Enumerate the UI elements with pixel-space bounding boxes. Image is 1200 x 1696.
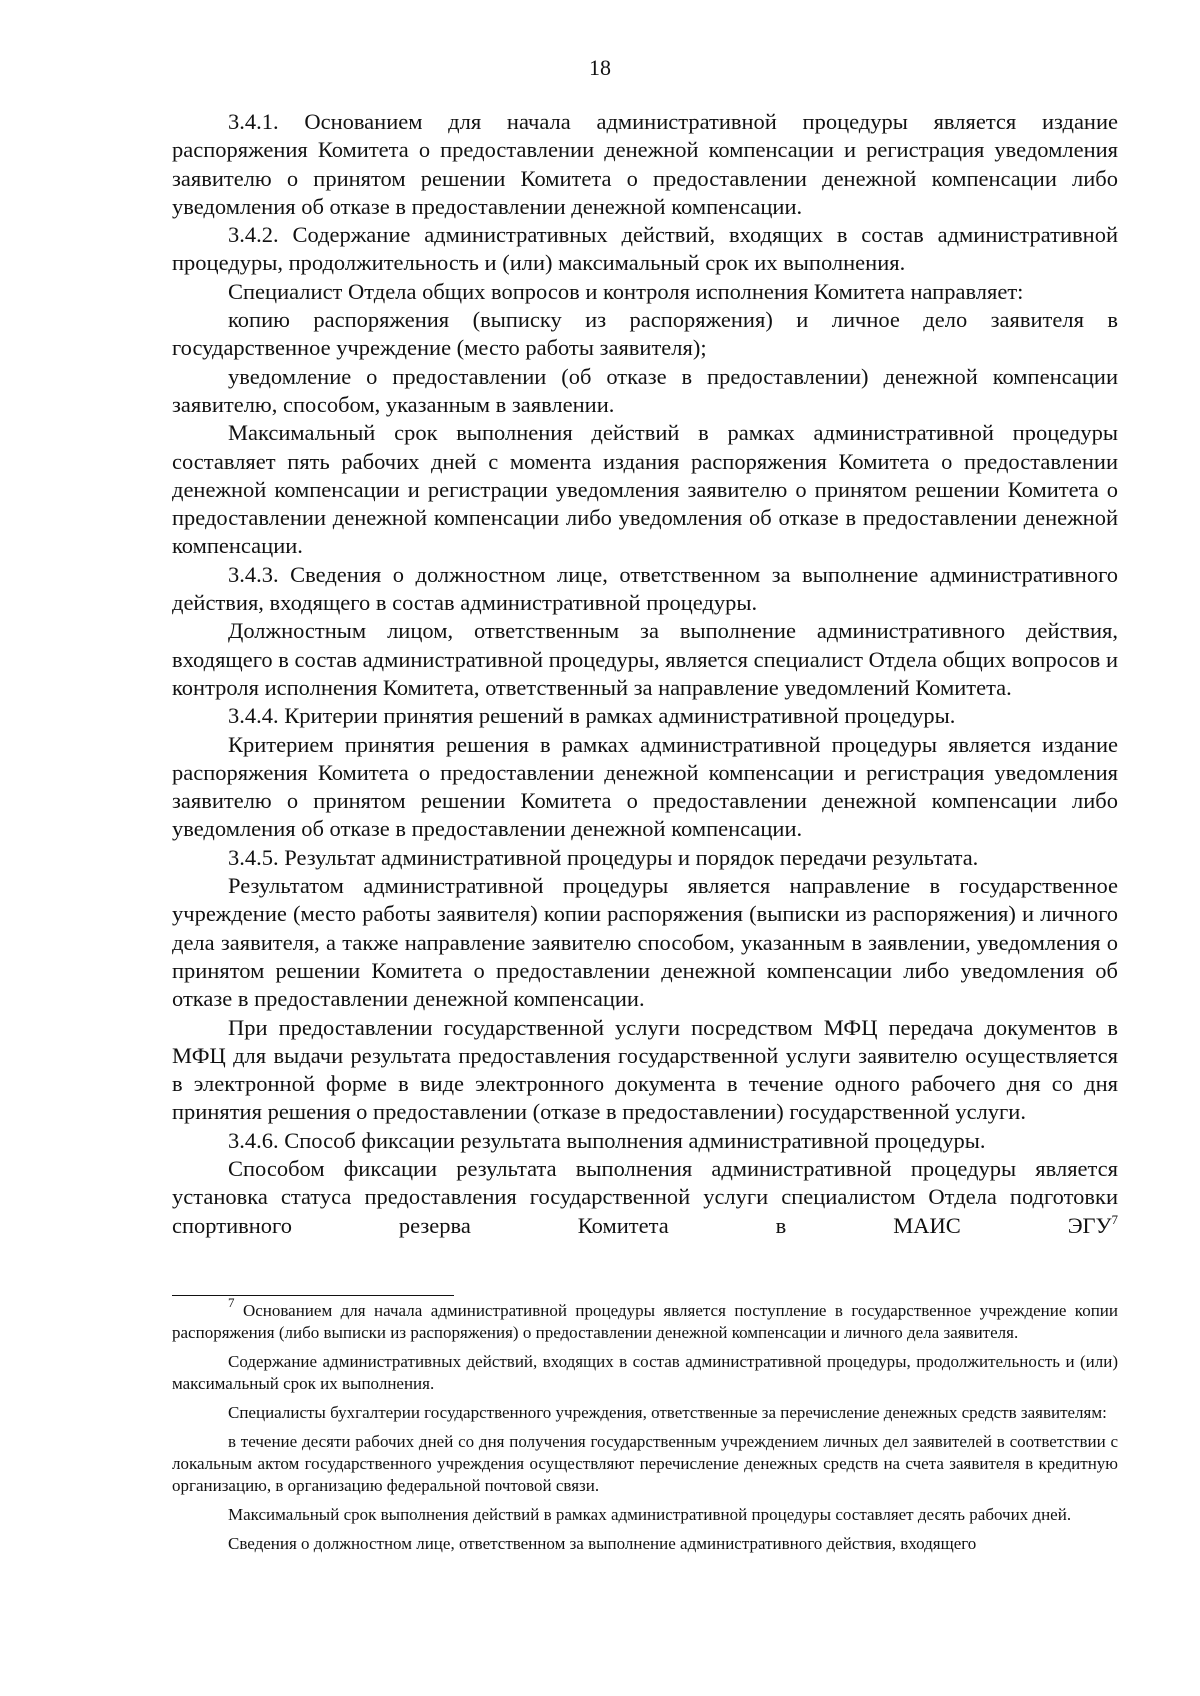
footnote-paragraph: Сведения о должностном лице, ответственном за выполнение административного действия, входящего	[228, 1534, 977, 1553]
paragraph-responsible-official: Должностным лицом, ответственным за выполнение административного действия, входящего в состав административной процедуры, является специалист Отдела общих вопросов и контроля исполнения Комитета, ответственный за направление уведомлений Комитета.	[172, 618, 1118, 700]
paragraph-notification: уведомление о предоставлении (об отказе в предоставлении) денежной компенсации заявителю, способом, указанным в заявлении.	[172, 363, 1118, 417]
paragraph-decision-criterion: Критерием принятия решения в рамках административной процедуры является издание распоряжения Комитета о предоставлении денежной компенсации и регистрация уведомления заявителю о принятом решении Комитета о предоставлении денежной компенсации либо уведомления об отказе в предоставлении денежной компенсации.	[172, 731, 1118, 842]
footnote-marker: 7	[228, 1295, 235, 1310]
footnote-separator	[172, 1295, 454, 1296]
footnote-paragraph: в течение десяти рабочих дней со дня получения государственным учреждением личных дел заявителей в соответствии с локальным актом государственного учреждения осуществляют перечисление денежных средств на счета заявителя в кредитную организацию, в организацию федеральной почтовой связи.	[172, 1432, 1118, 1495]
paragraph-3-4-3: 3.4.3. Сведения о должностном лице, ответственном за выполнение административного действия, входящего в состав административной процедуры.	[172, 561, 1118, 616]
footnote-paragraph: Максимальный срок выполнения действий в рамках административной процедуры составляет десять рабочих дней.	[228, 1505, 1072, 1524]
paragraph-3-4-2: 3.4.2. Содержание административных действий, входящих в состав административной процедуры, продолжительность и (или) максимальный срок их выполнения.	[172, 222, 1118, 276]
paragraph-3-4-5: 3.4.5. Результат административной процедуры и порядок передачи результата.	[228, 844, 979, 870]
paragraph-fixation-method	[172, 1155, 1118, 1240]
paragraph-3-4-6: 3.4.6. Способ фиксации результата выполнения административной процедуры.	[228, 1127, 986, 1153]
body-text	[172, 108, 1118, 1240]
page-number: 18	[589, 55, 611, 80]
fixation-method-text: Способом фиксации результата выполнения административной процедуры является установка статуса предоставления государственной услуги специалистом Отдела подготовки спортивного резерва Комитета в МАИС ЭГУ	[172, 1155, 1118, 1238]
footnote-7	[172, 1295, 1118, 1344]
paragraph-mfc-transfer: При предоставлении государственной услуги посредством МФЦ передача документов в МФЦ для выдачи результата предоставления государственной услуги заявителю осуществляется в электронной форме в виде электронного документа в течение одного рабочего дня со дня принятия решения о предоставлении (отказе в предоставлении) государственной услуги.	[172, 1014, 1118, 1125]
paragraph-copy-order: копию распоряжения (выписку из распоряжения) и личное дело заявителя в государственное учреждение (место работы заявителя);	[172, 307, 1118, 361]
footnote-paragraph: Содержание административных действий, входящих в состав административной процедуры, продолжительность и (или) максимальный срок их выполнения.	[172, 1352, 1118, 1393]
footnote-reference[interactable]: 7	[1111, 1211, 1118, 1227]
paragraph-max-term: Максимальный срок выполнения действий в рамках административной процедуры составляет пять рабочих дней с момента издания распоряжения Комитета о предоставлении денежной компенсации и регистрации уведомления заявителю о принятом решении Комитета о предоставлении денежной компенсации либо уведомления об отказе в предоставлении денежной компенсации.	[172, 420, 1118, 559]
footnotes	[172, 1295, 1118, 1562]
footnote-paragraph: Специалисты бухгалтерии государственного учреждения, ответственные за перечисление денежных средств заявителям:	[228, 1403, 1107, 1422]
paragraph-3-4-1: 3.4.1. Основанием для начала административной процедуры является издание распоряжения Комитета о предоставлении денежной компенсации и регистрация уведомления заявителю о принятом решении Комитета о предоставлении денежной компенсации либо уведомления об отказе в предоставлении денежной компенсации.	[172, 109, 1118, 219]
paragraph-specialist-directs: Специалист Отдела общих вопросов и контроля исполнения Комитета направляет:	[228, 278, 1024, 304]
paragraph-3-4-4: 3.4.4. Критерии принятия решений в рамках административной процедуры.	[228, 703, 956, 729]
paragraph-result: Результатом административной процедуры является направление в государственное учреждение (место работы заявителя) копии распоряжения (выписки из распоряжения) и личного дела заявителя, а также направление заявителю способом, указанным в заявлении, уведомления о принятом решении Комитета о предоставлении денежной компенсации либо уведомления об отказе в предоставлении денежной компенсации.	[172, 873, 1118, 1012]
footnote-text: Основанием для начала административной процедуры является поступление в государственное учреждение копии распоряжения (либо выписки из распоряжения) о предоставлении денежной компенсации и личного дела заявителя.	[172, 1301, 1118, 1342]
